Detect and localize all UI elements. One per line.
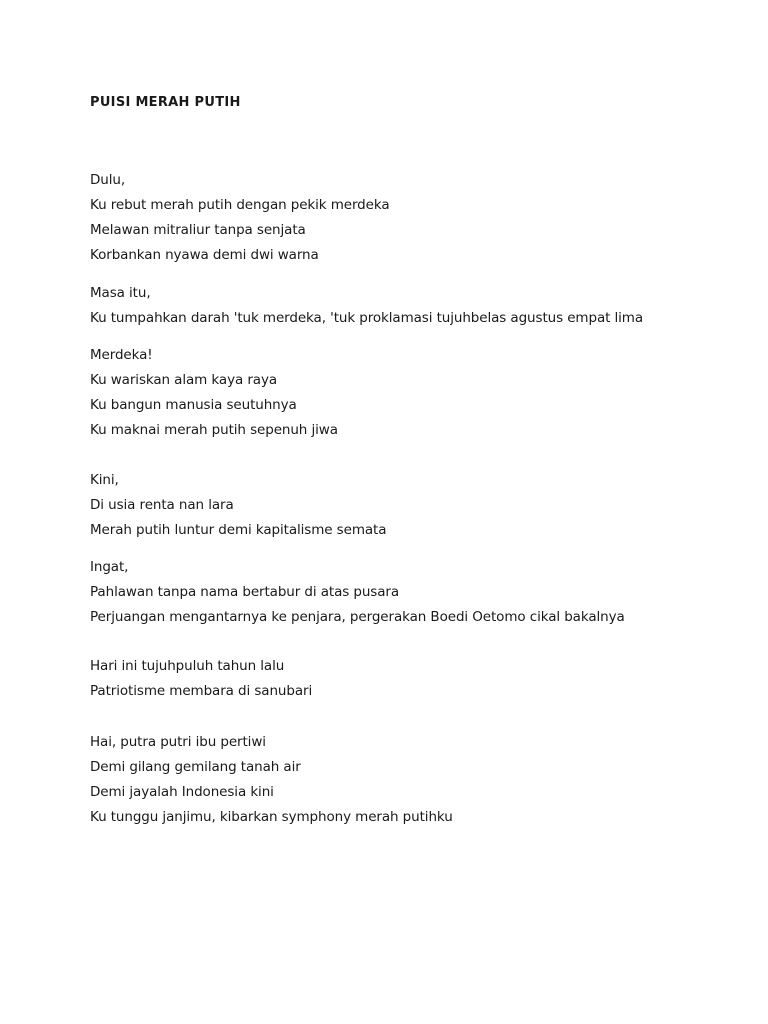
poem-line: Patriotisme membara di sanubari [90,683,313,699]
poem-line: Ku wariskan alam kaya raya [90,372,278,388]
poem-line: Hari ini tujuhpuluh tahun lalu [90,658,285,674]
poem-line: Hai, putra putri ibu pertiwi [90,734,266,750]
poem-line: Ku tunggu janjimu, kibarkan symphony merah putihku [90,809,453,825]
poem-line: Di usia renta nan lara [90,497,234,513]
poem-line: Melawan mitraliur tanpa senjata [90,222,306,238]
poem-line: Kini, [90,472,119,488]
poem-line: Ku tumpahkan darah 'tuk merdeka, 'tuk proklamasi tujuhbelas agustus empat lima [90,310,644,326]
poem-line: Ingat, [90,559,129,575]
poem-line: Demi gilang gemilang tanah air [90,759,301,775]
poem-line: Masa itu, [90,285,151,301]
poem-line: Ku rebut merah putih dengan pekik merdeka [90,197,390,213]
poem-line: Ku maknai merah putih sepenuh jiwa [90,422,338,438]
poem-line: Pahlawan tanpa nama bertabur di atas pusara [90,584,400,600]
poem-line: Korbankan nyawa demi dwi warna [90,247,319,263]
poem-line: Dulu, [90,172,126,188]
poem-line: Merah putih luntur demi kapitalisme semata [90,522,387,538]
poem-line: Demi jayalah Indonesia kini [90,784,274,800]
poem-line: Perjuangan mengantarnya ke penjara, pergerakan Boedi Oetomo cikal bakalnya [90,609,625,625]
poem-title: PUISI MERAH PUTIH [90,95,241,110]
poem-line: Merdeka! [90,347,153,363]
poem-line: Ku bangun manusia seutuhnya [90,397,297,413]
